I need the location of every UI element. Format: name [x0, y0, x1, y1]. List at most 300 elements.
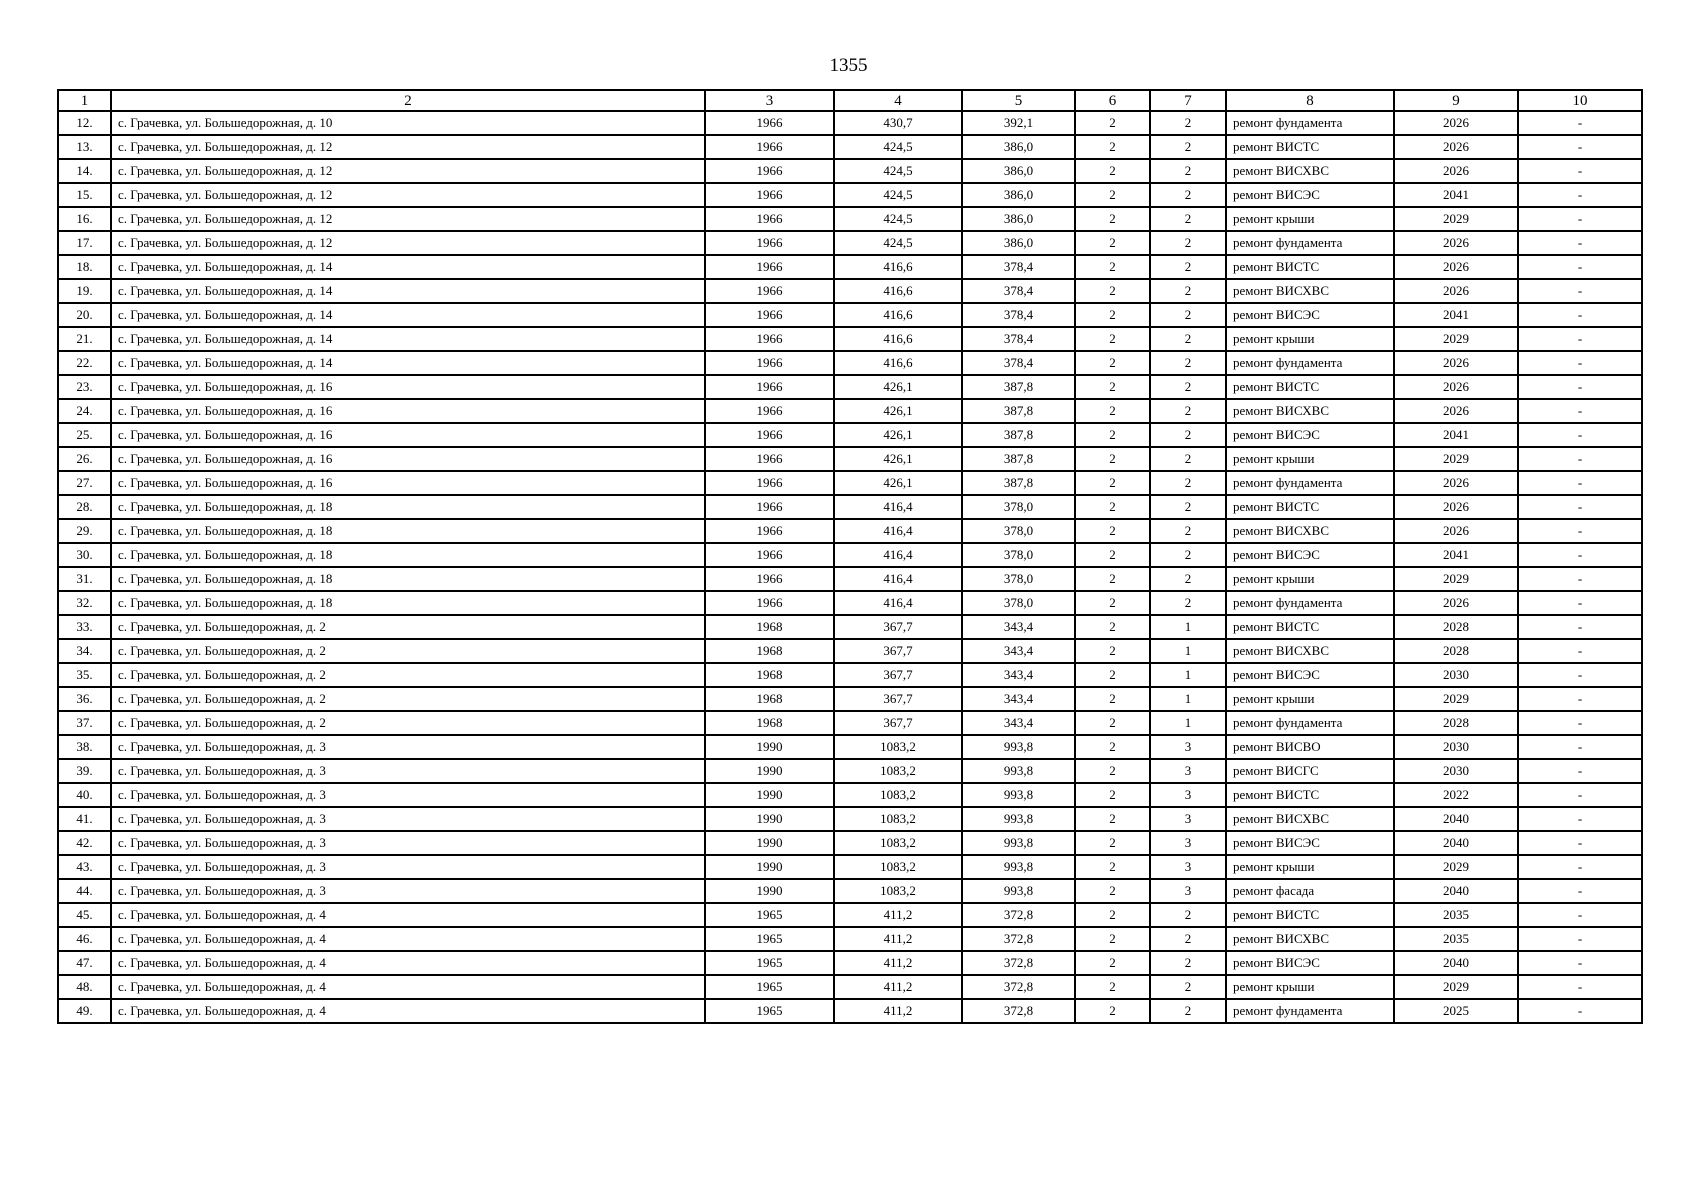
address-cell: с. Грачевка, ул. Большедорожная, д. 18: [111, 519, 705, 543]
table-row: [58, 447, 1642, 471]
address-cell: с. Грачевка, ул. Большедорожная, д. 14: [111, 255, 705, 279]
note-cell: -: [1518, 303, 1642, 327]
table-row: [58, 975, 1642, 999]
entrances-cell: 2: [1150, 399, 1226, 423]
living-area-cell: 372,8: [962, 951, 1075, 975]
table-row: [58, 519, 1642, 543]
planned-year-cell: 2040: [1394, 879, 1518, 903]
build-year-cell: 1966: [705, 255, 834, 279]
row-number-cell: 39.: [58, 759, 111, 783]
row-number-cell: 33.: [58, 615, 111, 639]
total-area-cell: 424,5: [834, 231, 962, 255]
total-area-cell: 1083,2: [834, 783, 962, 807]
table-row: [58, 495, 1642, 519]
note-cell: -: [1518, 879, 1642, 903]
address-cell: с. Грачевка, ул. Большедорожная, д. 4: [111, 951, 705, 975]
floors-cell: 2: [1075, 231, 1150, 255]
entrances-cell: 2: [1150, 375, 1226, 399]
work-type-cell: ремонт ВИСТС: [1226, 135, 1394, 159]
planned-year-cell: 2041: [1394, 303, 1518, 327]
total-area-cell: 1083,2: [834, 879, 962, 903]
row-number-cell: 25.: [58, 423, 111, 447]
total-area-cell: 416,6: [834, 279, 962, 303]
row-number-cell: 17.: [58, 231, 111, 255]
row-number-cell: 45.: [58, 903, 111, 927]
living-area-cell: 378,4: [962, 351, 1075, 375]
row-number-cell: 18.: [58, 255, 111, 279]
living-area-cell: 387,8: [962, 399, 1075, 423]
planned-year-cell: 2041: [1394, 543, 1518, 567]
column-header: 3: [705, 90, 834, 111]
total-area-cell: 367,7: [834, 639, 962, 663]
entrances-cell: 2: [1150, 423, 1226, 447]
planned-year-cell: 2022: [1394, 783, 1518, 807]
floors-cell: 2: [1075, 375, 1150, 399]
entrances-cell: 1: [1150, 687, 1226, 711]
build-year-cell: 1966: [705, 231, 834, 255]
floors-cell: 2: [1075, 999, 1150, 1023]
address-cell: с. Грачевка, ул. Большедорожная, д. 12: [111, 207, 705, 231]
row-number-cell: 22.: [58, 351, 111, 375]
build-year-cell: 1966: [705, 471, 834, 495]
planned-year-cell: 2028: [1394, 615, 1518, 639]
column-header: 10: [1518, 90, 1642, 111]
build-year-cell: 1990: [705, 831, 834, 855]
address-cell: с. Грачевка, ул. Большедорожная, д. 3: [111, 831, 705, 855]
work-type-cell: ремонт крыши: [1226, 567, 1394, 591]
table-row: [58, 615, 1642, 639]
note-cell: -: [1518, 807, 1642, 831]
note-cell: -: [1518, 159, 1642, 183]
address-cell: с. Грачевка, ул. Большедорожная, д. 4: [111, 975, 705, 999]
work-type-cell: ремонт фундамента: [1226, 351, 1394, 375]
note-cell: -: [1518, 999, 1642, 1023]
address-cell: с. Грачевка, ул. Большедорожная, д. 14: [111, 303, 705, 327]
row-number-cell: 40.: [58, 783, 111, 807]
floors-cell: 2: [1075, 471, 1150, 495]
table-row: [58, 687, 1642, 711]
table-row: [58, 375, 1642, 399]
address-cell: с. Грачевка, ул. Большедорожная, д. 2: [111, 711, 705, 735]
table-row: [58, 303, 1642, 327]
note-cell: -: [1518, 735, 1642, 759]
row-number-cell: 21.: [58, 327, 111, 351]
entrances-cell: 2: [1150, 351, 1226, 375]
note-cell: -: [1518, 471, 1642, 495]
work-type-cell: ремонт фундамента: [1226, 471, 1394, 495]
floors-cell: 2: [1075, 183, 1150, 207]
address-cell: с. Грачевка, ул. Большедорожная, д. 16: [111, 447, 705, 471]
total-area-cell: 416,4: [834, 591, 962, 615]
planned-year-cell: 2026: [1394, 135, 1518, 159]
entrances-cell: 2: [1150, 111, 1226, 135]
total-area-cell: 416,6: [834, 327, 962, 351]
work-type-cell: ремонт крыши: [1226, 855, 1394, 879]
build-year-cell: 1965: [705, 975, 834, 999]
planned-year-cell: 2026: [1394, 375, 1518, 399]
planned-year-cell: 2028: [1394, 711, 1518, 735]
table-row: [58, 543, 1642, 567]
living-area-cell: 387,8: [962, 471, 1075, 495]
row-number-cell: 47.: [58, 951, 111, 975]
total-area-cell: 411,2: [834, 999, 962, 1023]
planned-year-cell: 2041: [1394, 423, 1518, 447]
entrances-cell: 2: [1150, 447, 1226, 471]
work-type-cell: ремонт ВИСЭС: [1226, 423, 1394, 447]
living-area-cell: 386,0: [962, 207, 1075, 231]
row-number-cell: 46.: [58, 927, 111, 951]
total-area-cell: 424,5: [834, 159, 962, 183]
floors-cell: 2: [1075, 615, 1150, 639]
build-year-cell: 1965: [705, 999, 834, 1023]
total-area-cell: 367,7: [834, 687, 962, 711]
planned-year-cell: 2029: [1394, 207, 1518, 231]
address-cell: с. Грачевка, ул. Большедорожная, д. 16: [111, 471, 705, 495]
floors-cell: 2: [1075, 591, 1150, 615]
work-type-cell: ремонт ВИСХВС: [1226, 639, 1394, 663]
planned-year-cell: 2025: [1394, 999, 1518, 1023]
row-number-cell: 26.: [58, 447, 111, 471]
address-cell: с. Грачевка, ул. Большедорожная, д. 16: [111, 375, 705, 399]
living-area-cell: 372,8: [962, 927, 1075, 951]
work-type-cell: ремонт ВИСЭС: [1226, 663, 1394, 687]
note-cell: -: [1518, 711, 1642, 735]
row-number-cell: 15.: [58, 183, 111, 207]
total-area-cell: 1083,2: [834, 807, 962, 831]
entrances-cell: 3: [1150, 783, 1226, 807]
living-area-cell: 343,4: [962, 711, 1075, 735]
total-area-cell: 426,1: [834, 399, 962, 423]
address-cell: с. Грачевка, ул. Большедорожная, д. 4: [111, 999, 705, 1023]
living-area-cell: 386,0: [962, 135, 1075, 159]
build-year-cell: 1966: [705, 279, 834, 303]
planned-year-cell: 2026: [1394, 495, 1518, 519]
note-cell: -: [1518, 111, 1642, 135]
living-area-cell: 993,8: [962, 735, 1075, 759]
work-type-cell: ремонт фундамента: [1226, 111, 1394, 135]
planned-year-cell: 2035: [1394, 903, 1518, 927]
build-year-cell: 1966: [705, 423, 834, 447]
row-number-cell: 43.: [58, 855, 111, 879]
work-type-cell: ремонт ВИСХВС: [1226, 927, 1394, 951]
total-area-cell: 416,4: [834, 567, 962, 591]
entrances-cell: 3: [1150, 855, 1226, 879]
build-year-cell: 1968: [705, 687, 834, 711]
table-row: [58, 327, 1642, 351]
floors-cell: 2: [1075, 759, 1150, 783]
note-cell: -: [1518, 831, 1642, 855]
planned-year-cell: 2040: [1394, 807, 1518, 831]
living-area-cell: 343,4: [962, 663, 1075, 687]
address-cell: с. Грачевка, ул. Большедорожная, д. 12: [111, 183, 705, 207]
living-area-cell: 378,0: [962, 591, 1075, 615]
planned-year-cell: 2030: [1394, 663, 1518, 687]
planned-year-cell: 2026: [1394, 471, 1518, 495]
table-row: [58, 159, 1642, 183]
table-row: [58, 591, 1642, 615]
row-number-cell: 24.: [58, 399, 111, 423]
row-number-cell: 13.: [58, 135, 111, 159]
build-year-cell: 1966: [705, 159, 834, 183]
total-area-cell: 416,6: [834, 303, 962, 327]
note-cell: -: [1518, 231, 1642, 255]
row-number-cell: 37.: [58, 711, 111, 735]
build-year-cell: 1966: [705, 111, 834, 135]
row-number-cell: 41.: [58, 807, 111, 831]
note-cell: -: [1518, 951, 1642, 975]
planned-year-cell: 2029: [1394, 855, 1518, 879]
entrances-cell: 3: [1150, 879, 1226, 903]
entrances-cell: 2: [1150, 951, 1226, 975]
floors-cell: 2: [1075, 255, 1150, 279]
planned-year-cell: 2026: [1394, 111, 1518, 135]
column-header: 2: [111, 90, 705, 111]
living-area-cell: 993,8: [962, 759, 1075, 783]
note-cell: -: [1518, 399, 1642, 423]
floors-cell: 2: [1075, 567, 1150, 591]
note-cell: -: [1518, 663, 1642, 687]
build-year-cell: 1966: [705, 591, 834, 615]
table-row: [58, 879, 1642, 903]
floors-cell: 2: [1075, 831, 1150, 855]
total-area-cell: 1083,2: [834, 855, 962, 879]
address-cell: с. Грачевка, ул. Большедорожная, д. 2: [111, 615, 705, 639]
address-cell: с. Грачевка, ул. Большедорожная, д. 12: [111, 135, 705, 159]
row-number-cell: 32.: [58, 591, 111, 615]
address-cell: с. Грачевка, ул. Большедорожная, д. 14: [111, 279, 705, 303]
entrances-cell: 2: [1150, 903, 1226, 927]
living-area-cell: 392,1: [962, 111, 1075, 135]
entrances-cell: 1: [1150, 639, 1226, 663]
table-row: [58, 663, 1642, 687]
table-row: [58, 759, 1642, 783]
note-cell: -: [1518, 519, 1642, 543]
build-year-cell: 1966: [705, 447, 834, 471]
build-year-cell: 1966: [705, 303, 834, 327]
row-number-cell: 16.: [58, 207, 111, 231]
address-cell: с. Грачевка, ул. Большедорожная, д. 3: [111, 855, 705, 879]
planned-year-cell: 2029: [1394, 975, 1518, 999]
floors-cell: 2: [1075, 279, 1150, 303]
entrances-cell: 2: [1150, 207, 1226, 231]
address-cell: с. Грачевка, ул. Большедорожная, д. 18: [111, 591, 705, 615]
floors-cell: 2: [1075, 159, 1150, 183]
planned-year-cell: 2030: [1394, 759, 1518, 783]
address-cell: с. Грачевка, ул. Большедорожная, д. 2: [111, 687, 705, 711]
address-cell: с. Грачевка, ул. Большедорожная, д. 4: [111, 927, 705, 951]
living-area-cell: 343,4: [962, 687, 1075, 711]
build-year-cell: 1968: [705, 711, 834, 735]
note-cell: -: [1518, 135, 1642, 159]
work-type-cell: ремонт крыши: [1226, 447, 1394, 471]
build-year-cell: 1965: [705, 927, 834, 951]
floors-cell: 2: [1075, 687, 1150, 711]
note-cell: -: [1518, 279, 1642, 303]
note-cell: -: [1518, 567, 1642, 591]
entrances-cell: 2: [1150, 519, 1226, 543]
planned-year-cell: 2026: [1394, 255, 1518, 279]
note-cell: -: [1518, 591, 1642, 615]
floors-cell: 2: [1075, 975, 1150, 999]
floors-cell: 2: [1075, 351, 1150, 375]
entrances-cell: 3: [1150, 807, 1226, 831]
floors-cell: 2: [1075, 663, 1150, 687]
entrances-cell: 2: [1150, 327, 1226, 351]
row-number-cell: 30.: [58, 543, 111, 567]
table-row: [58, 783, 1642, 807]
note-cell: -: [1518, 615, 1642, 639]
entrances-cell: 3: [1150, 759, 1226, 783]
build-year-cell: 1968: [705, 615, 834, 639]
floors-cell: 2: [1075, 423, 1150, 447]
living-area-cell: 387,8: [962, 375, 1075, 399]
floors-cell: 2: [1075, 951, 1150, 975]
total-area-cell: 426,1: [834, 447, 962, 471]
entrances-cell: 3: [1150, 831, 1226, 855]
note-cell: -: [1518, 255, 1642, 279]
work-type-cell: ремонт ВИСЭС: [1226, 303, 1394, 327]
table-row: [58, 951, 1642, 975]
table-row: [58, 903, 1642, 927]
floors-cell: 2: [1075, 495, 1150, 519]
planned-year-cell: 2030: [1394, 735, 1518, 759]
floors-cell: 2: [1075, 711, 1150, 735]
column-header: 4: [834, 90, 962, 111]
living-area-cell: 386,0: [962, 231, 1075, 255]
entrances-cell: 2: [1150, 231, 1226, 255]
row-number-cell: 14.: [58, 159, 111, 183]
build-year-cell: 1990: [705, 807, 834, 831]
column-header: 6: [1075, 90, 1150, 111]
work-type-cell: ремонт ВИСТС: [1226, 903, 1394, 927]
table-row: [58, 927, 1642, 951]
living-area-cell: 993,8: [962, 879, 1075, 903]
living-area-cell: 372,8: [962, 975, 1075, 999]
floors-cell: 2: [1075, 327, 1150, 351]
address-cell: с. Грачевка, ул. Большедорожная, д. 16: [111, 423, 705, 447]
address-cell: с. Грачевка, ул. Большедорожная, д. 14: [111, 327, 705, 351]
build-year-cell: 1965: [705, 951, 834, 975]
entrances-cell: 2: [1150, 567, 1226, 591]
table-row: [58, 807, 1642, 831]
build-year-cell: 1966: [705, 567, 834, 591]
build-year-cell: 1990: [705, 855, 834, 879]
floors-cell: 2: [1075, 735, 1150, 759]
floors-cell: 2: [1075, 783, 1150, 807]
row-number-cell: 42.: [58, 831, 111, 855]
table-row: [58, 231, 1642, 255]
build-year-cell: 1966: [705, 519, 834, 543]
row-number-cell: 19.: [58, 279, 111, 303]
total-area-cell: 1083,2: [834, 831, 962, 855]
table-row: [58, 135, 1642, 159]
planned-year-cell: 2026: [1394, 519, 1518, 543]
row-number-cell: 36.: [58, 687, 111, 711]
work-type-cell: ремонт ВИСЭС: [1226, 831, 1394, 855]
planned-year-cell: 2035: [1394, 927, 1518, 951]
address-cell: с. Грачевка, ул. Большедорожная, д. 2: [111, 663, 705, 687]
row-number-cell: 31.: [58, 567, 111, 591]
work-type-cell: ремонт ВИСХВС: [1226, 159, 1394, 183]
note-cell: -: [1518, 639, 1642, 663]
work-type-cell: ремонт крыши: [1226, 207, 1394, 231]
row-number-cell: 27.: [58, 471, 111, 495]
build-year-cell: 1968: [705, 663, 834, 687]
row-number-cell: 48.: [58, 975, 111, 999]
work-type-cell: ремонт ВИСВО: [1226, 735, 1394, 759]
floors-cell: 2: [1075, 447, 1150, 471]
planned-year-cell: 2026: [1394, 591, 1518, 615]
address-cell: с. Грачевка, ул. Большедорожная, д. 3: [111, 759, 705, 783]
note-cell: -: [1518, 423, 1642, 447]
planned-year-cell: 2026: [1394, 399, 1518, 423]
work-type-cell: ремонт крыши: [1226, 687, 1394, 711]
total-area-cell: 367,7: [834, 663, 962, 687]
address-cell: с. Грачевка, ул. Большедорожная, д. 3: [111, 735, 705, 759]
build-year-cell: 1966: [705, 183, 834, 207]
table-row: [58, 471, 1642, 495]
total-area-cell: 430,7: [834, 111, 962, 135]
work-type-cell: ремонт фундамента: [1226, 999, 1394, 1023]
floors-cell: 2: [1075, 903, 1150, 927]
note-cell: -: [1518, 927, 1642, 951]
total-area-cell: 426,1: [834, 423, 962, 447]
living-area-cell: 386,0: [962, 183, 1075, 207]
table-row: [58, 639, 1642, 663]
entrances-cell: 2: [1150, 303, 1226, 327]
note-cell: -: [1518, 375, 1642, 399]
address-cell: с. Грачевка, ул. Большедорожная, д. 12: [111, 231, 705, 255]
row-number-cell: 38.: [58, 735, 111, 759]
address-cell: с. Грачевка, ул. Большедорожная, д. 3: [111, 807, 705, 831]
table-row: [58, 999, 1642, 1023]
build-year-cell: 1966: [705, 495, 834, 519]
living-area-cell: 378,0: [962, 543, 1075, 567]
table-row: [58, 567, 1642, 591]
planned-year-cell: 2026: [1394, 351, 1518, 375]
note-cell: -: [1518, 855, 1642, 879]
planned-year-cell: 2041: [1394, 183, 1518, 207]
table-body: [58, 111, 1642, 1023]
note-cell: -: [1518, 975, 1642, 999]
living-area-cell: 387,8: [962, 447, 1075, 471]
table-header-row: [58, 90, 1642, 111]
build-year-cell: 1966: [705, 207, 834, 231]
row-number-cell: 28.: [58, 495, 111, 519]
planned-year-cell: 2026: [1394, 159, 1518, 183]
planned-year-cell: 2028: [1394, 639, 1518, 663]
planned-year-cell: 2029: [1394, 447, 1518, 471]
build-year-cell: 1990: [705, 783, 834, 807]
total-area-cell: 411,2: [834, 903, 962, 927]
total-area-cell: 1083,2: [834, 759, 962, 783]
living-area-cell: 993,8: [962, 831, 1075, 855]
column-header: 5: [962, 90, 1075, 111]
note-cell: -: [1518, 903, 1642, 927]
entrances-cell: 2: [1150, 927, 1226, 951]
total-area-cell: 367,7: [834, 615, 962, 639]
entrances-cell: 2: [1150, 279, 1226, 303]
total-area-cell: 411,2: [834, 975, 962, 999]
floors-cell: 2: [1075, 399, 1150, 423]
floors-cell: 2: [1075, 303, 1150, 327]
build-year-cell: 1966: [705, 327, 834, 351]
entrances-cell: 2: [1150, 591, 1226, 615]
address-cell: с. Грачевка, ул. Большедорожная, д. 14: [111, 351, 705, 375]
row-number-cell: 35.: [58, 663, 111, 687]
row-number-cell: 49.: [58, 999, 111, 1023]
build-year-cell: 1966: [705, 375, 834, 399]
